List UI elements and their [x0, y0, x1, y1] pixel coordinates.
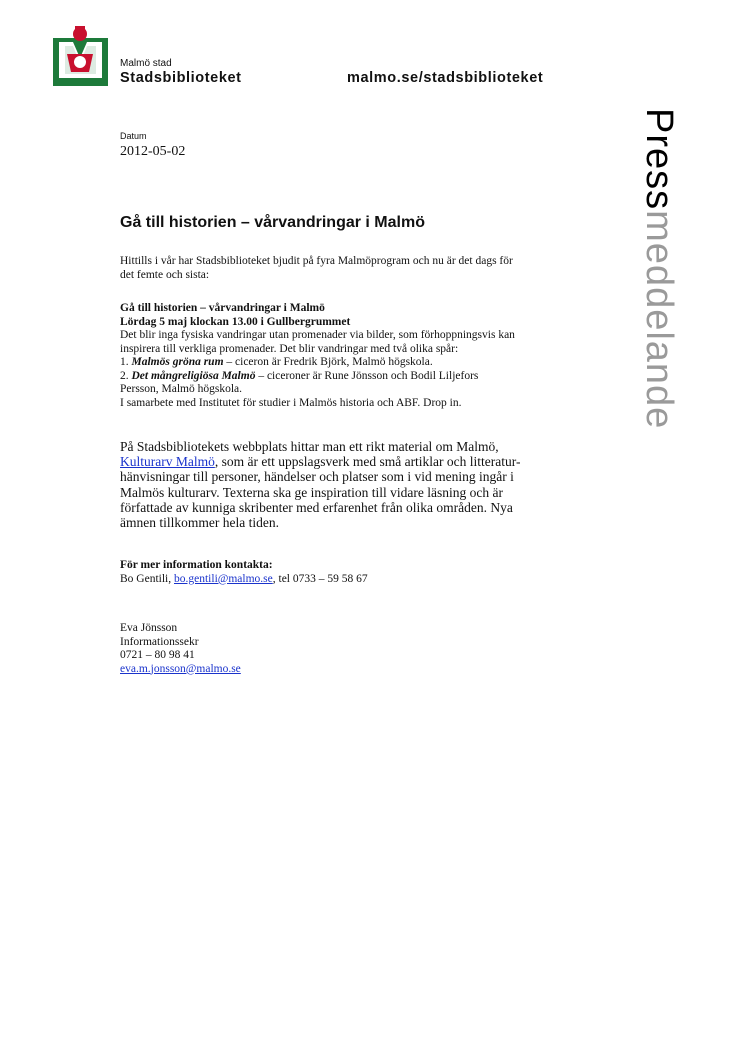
signature-title: Informationssekr: [120, 635, 199, 648]
item-rest: – ciceroner är Rune Jönsson och Bodil Liljefors: [255, 369, 479, 382]
program-item-2: [120, 370, 590, 384]
item-title: Det mångreligiösa Malmö: [131, 369, 256, 382]
side-label-part1: Press: [638, 108, 680, 211]
program-title: Gå till historien – vårvandringar i Malmö: [120, 302, 325, 314]
signature-block: [120, 622, 590, 676]
paragraph-line: ämnen tillkommer hela tiden.: [120, 515, 279, 531]
signature-phone: 0721 – 80 98 41: [120, 649, 195, 661]
side-label: [640, 108, 678, 429]
contact-heading: För mer information kontakta:: [120, 559, 273, 571]
paragraph-line: hänvisningar till personer, händelser och platser som i vid mening ingår i: [120, 469, 514, 485]
paragraph-line: På Stadsbibliotekets webbplats hittar man ett rikt material om Malmö,: [120, 439, 499, 454]
contact-email-link[interactable]: bo.gentili@malmo.se: [174, 572, 273, 585]
main-paragraph: [120, 439, 560, 530]
headline: Gå till historien – vårvandringar i Malmö: [120, 214, 425, 231]
intro-text: [120, 255, 590, 282]
date-value: 2012-05-02: [120, 144, 186, 159]
item-number: 1.: [120, 356, 132, 368]
item-number: 2.: [120, 369, 132, 382]
contact-phone: , tel 0733 – 59 58 67: [272, 572, 368, 585]
date-label: Datum: [120, 131, 147, 141]
org-small-label: Malmö stad: [120, 58, 172, 69]
org-url[interactable]: malmo.se/stadsbiblioteket: [347, 70, 544, 86]
contact-name: Bo Gentili,: [120, 572, 174, 585]
malmo-coat-of-arms-icon: [53, 24, 108, 86]
signature-email-link[interactable]: eva.m.jonsson@malmo.se: [120, 662, 241, 675]
paragraph-line: [120, 454, 560, 469]
side-label-part2: meddelande: [638, 210, 680, 430]
paragraph-line: Malmös kulturarv. Texterna ska ge inspiration till vidare läsning och är: [120, 484, 503, 500]
program-desc: inspirera till verkliga promenader. Det blir vandringar med två olika spår:: [120, 342, 459, 355]
contact-line: [120, 573, 590, 587]
program-item-1: [120, 356, 590, 370]
paragraph-line-rest: , som är ett uppslagsverk med små artiklar och litteratur-: [214, 454, 521, 470]
program-item-2-cont: Persson, Malmö högskola.: [120, 383, 243, 395]
item-title: Malmös gröna rum: [131, 356, 224, 368]
kulturarv-link[interactable]: Kulturarv Malmö: [120, 454, 215, 470]
intro-line: det femte och sista:: [120, 268, 210, 281]
program-when: Lördag 5 maj klockan 13.00 i Gullbergrummet: [120, 315, 351, 328]
signature-name: Eva Jönsson: [120, 622, 178, 634]
contact-block: [120, 559, 590, 586]
program-collab: I samarbete med Institutet för studier i Malmös historia och ABF. Drop in.: [120, 396, 462, 409]
paragraph-line: författade av kunniga skribenter med erfarenhet från olika områden. Nya: [120, 499, 513, 515]
program-block: [120, 302, 590, 410]
program-desc: Det blir inga fysiska vandringar utan promenader via bilder, som förhoppningsvis kan: [120, 329, 515, 341]
intro-line: Hittills i vår har Stadsbiblioteket bjudit på fyra Malmöprogram och nu är det dags för: [120, 255, 513, 267]
org-name: Stadsbiblioteket: [120, 70, 242, 86]
item-rest: – ciceron är Fredrik Björk, Malmö högskola.: [223, 356, 433, 368]
